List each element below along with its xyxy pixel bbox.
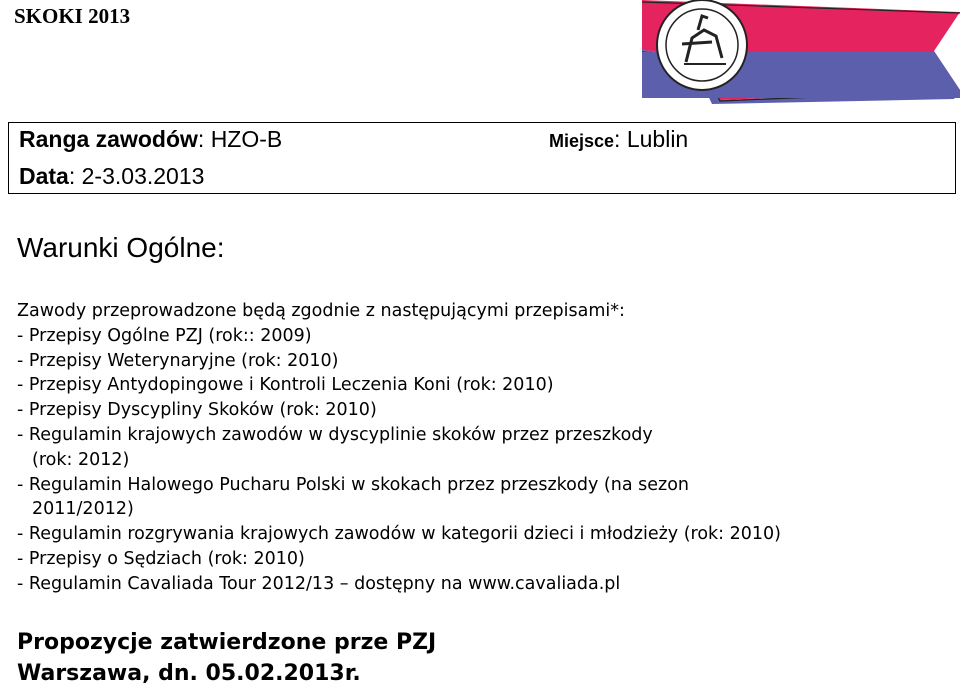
approval-footer bbox=[17, 627, 436, 689]
list-item: - Przepisy Ogólne PZJ (rok:: 2009) bbox=[17, 325, 312, 346]
list-item: - Przepisy Weterynaryjne (rok: 2010) bbox=[17, 350, 339, 371]
event-date: Data: 2-3.03.2013 bbox=[19, 163, 205, 189]
date-label: Data bbox=[19, 163, 69, 189]
list-item: (rok: 2012) bbox=[32, 449, 130, 470]
list-item: - Regulamin rozgrywania krajowych zawodów w kategorii dzieci i młodzieży (rok: 2010) bbox=[17, 524, 781, 545]
section-title: Warunki Ogólne: bbox=[17, 232, 225, 263]
place-value: Lublin bbox=[626, 126, 689, 152]
regulations-list bbox=[17, 299, 952, 597]
list-item: - Regulamin krajowych zawodów w dyscyplinie skoków przez przeszkody bbox=[17, 424, 653, 445]
list-item: - Regulamin Cavaliada Tour 2012/13 – dostępny na www.cavaliada.pl bbox=[17, 573, 621, 594]
list-item: - Przepisy Dyscypliny Skoków (rok: 2010) bbox=[17, 400, 377, 421]
pzj-logo bbox=[642, 0, 960, 104]
list-item: - Regulamin Halowego Pucharu Polski w skokach przez przeszkody (na sezon bbox=[17, 474, 689, 495]
page-title: SKOKI 2013 bbox=[14, 4, 131, 28]
event-place: Miejsce: Lublin bbox=[549, 126, 689, 152]
event-info-box bbox=[8, 122, 956, 194]
list-item: 2011/2012) bbox=[32, 499, 134, 520]
list-item: Zawody przeprowadzone będą zgodnie z następującymi przepisami*: bbox=[17, 301, 625, 321]
list-item: - Przepisy Antydopingowe i Kontroli Leczenia Koni (rok: 2010) bbox=[17, 375, 554, 396]
place-label: Miejsce bbox=[549, 131, 615, 151]
rank-value: HZO-B bbox=[210, 126, 283, 152]
date-value: 2-3.03.2013 bbox=[81, 163, 205, 189]
approval-place-date: Warszawa, dn. 05.02.2013r. bbox=[17, 661, 361, 686]
approval-text: Propozycje zatwierdzone prze PZJ bbox=[17, 630, 437, 655]
list-item: - Przepisy o Sędziach (rok: 2010) bbox=[17, 548, 305, 569]
event-rank: Ranga zawodów: HZO-B bbox=[19, 126, 283, 152]
rank-label: Ranga zawodów bbox=[19, 126, 198, 152]
